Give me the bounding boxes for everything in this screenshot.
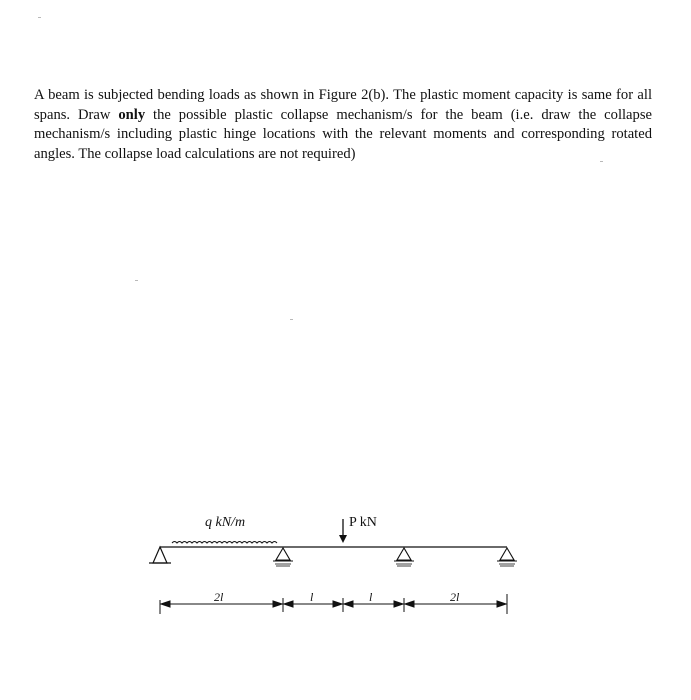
roller-support-3 [497, 548, 517, 566]
dimension-label-4: 2l [450, 590, 460, 604]
question-text-part2: the possible plastic collapse mechanism/s for the beam (i.e. draw the collapse mechanism/s including plastic hinge locations with the relevant moments and corresponding rotated angles. The collapse load calculations are not required) [34, 106, 652, 162]
dimension-label-2: l [310, 590, 314, 604]
question-emphasis: only [118, 106, 146, 123]
left-pin-support [149, 547, 171, 563]
point-load-label: P kN [349, 515, 377, 530]
udl-label: q kN/m [205, 515, 246, 530]
point-load-arrow [339, 519, 347, 543]
roller-support-2 [394, 548, 414, 566]
question-text-part1: A beam is subjected bending loads as shown in Figure 2(b). The plastic moment capacity is same for all spans. Draw [34, 87, 652, 123]
udl-wave [172, 542, 277, 544]
roller-support-1 [273, 548, 293, 566]
dimension-label-1: 2l [214, 590, 224, 604]
dimension-label-3: l [369, 590, 373, 604]
